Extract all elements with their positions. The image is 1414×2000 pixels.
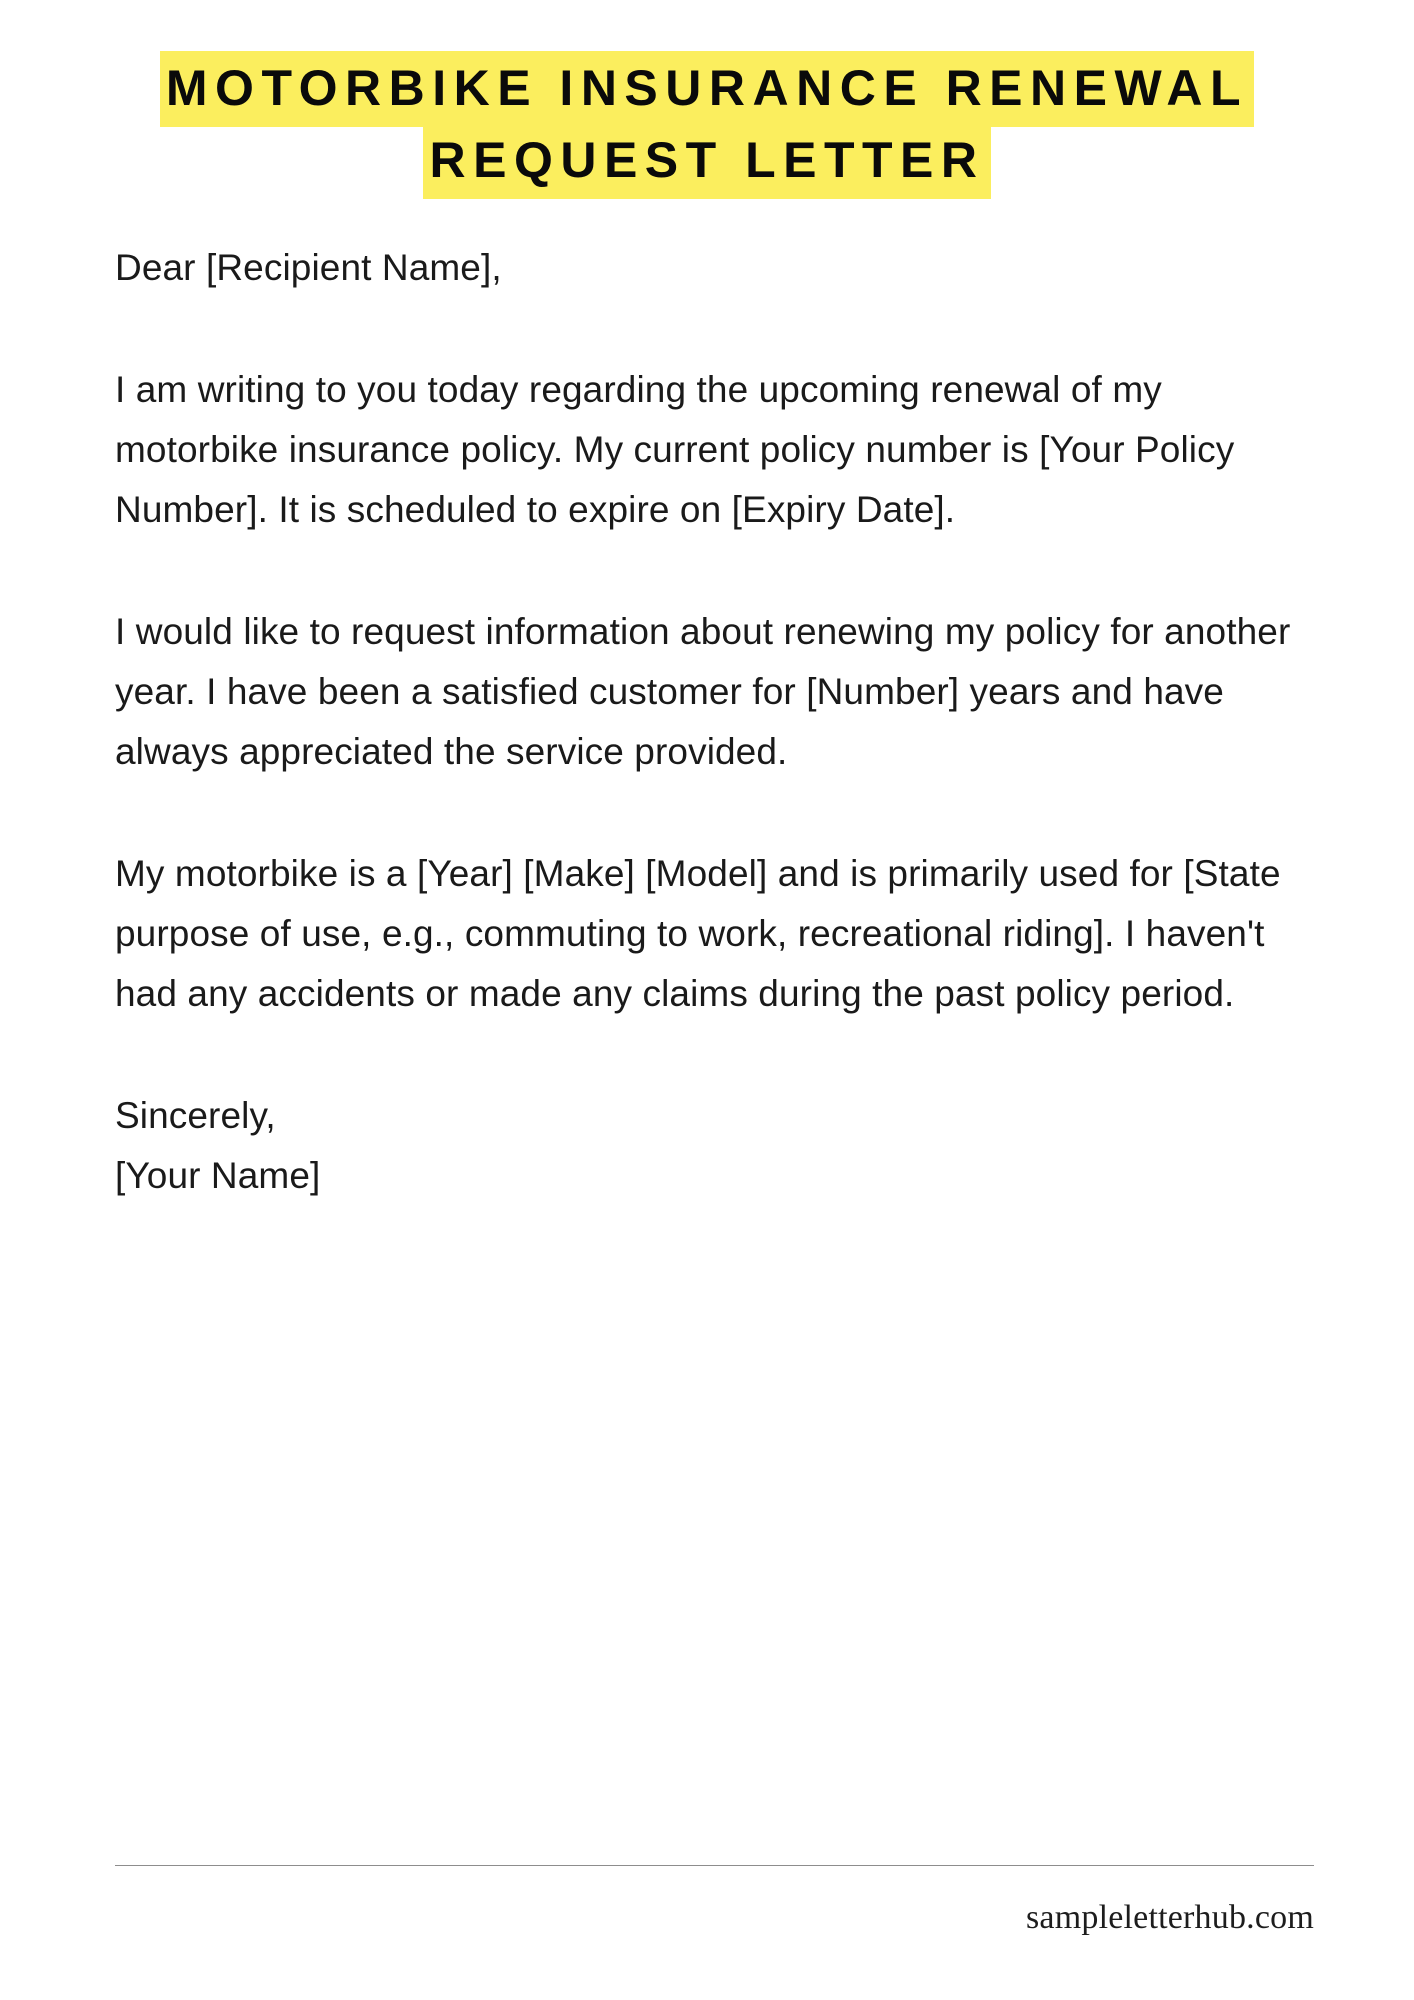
paragraph-3: My motorbike is a [Year] [Make] [Model] and is primarily used for [State purpose of use, e.g., commuting to work, recreational riding]. I haven't had any accidents or made any claims during the past policy period. <box>115 853 1281 1014</box>
paragraph-1: I am writing to you today regarding the upcoming renewal of my motorbike insurance policy. My current policy number is [Your Policy Number]. It is scheduled to expire on [Expiry Date]. <box>115 369 1235 530</box>
footer <box>115 1865 1314 1938</box>
letter-body <box>0 238 1414 1206</box>
closing-line: Sincerely, <box>115 1095 276 1136</box>
title-highlight-1: MOTORBIKE INSURANCE RENEWAL <box>160 51 1254 127</box>
title-highlight-2: REQUEST LETTER <box>423 123 990 199</box>
title-line-1 <box>70 52 1344 124</box>
title-line-2 <box>70 124 1344 196</box>
signature-line: [Your Name] <box>115 1155 321 1196</box>
paragraph-2: I would like to request information about renewing my policy for another year. I have been a satisfied customer for [Number] years and have always appreciated the service provided. <box>115 611 1291 772</box>
footer-divider <box>115 1865 1314 1866</box>
page-title <box>0 0 1414 196</box>
salutation: Dear [Recipient Name], <box>115 247 502 288</box>
footer-website: sampleletterhub.com <box>1026 1899 1314 1936</box>
